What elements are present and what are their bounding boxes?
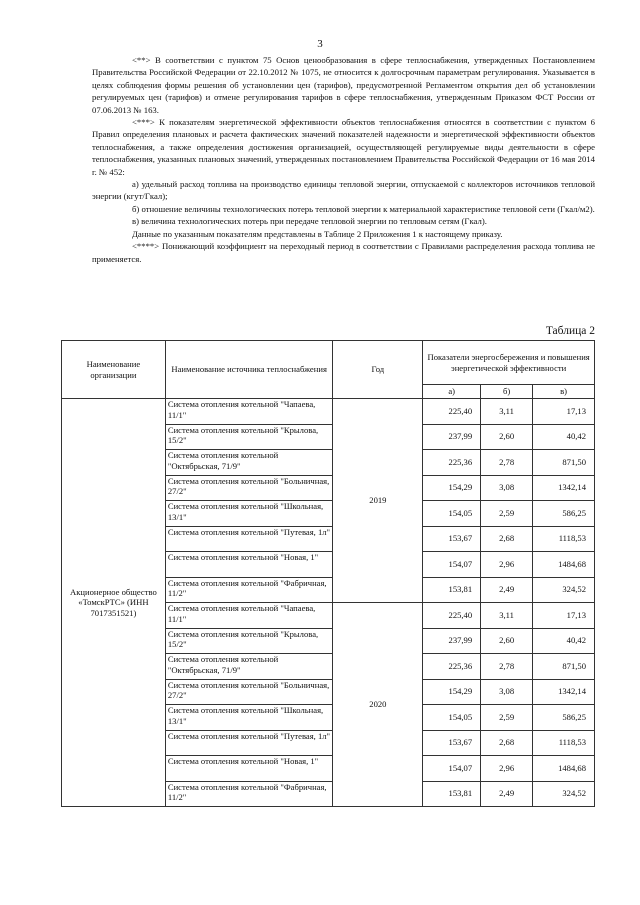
value-a: 237,99 [423, 628, 481, 654]
heat-source-name: Система отопления котельной "Новая, 1" [165, 756, 333, 782]
heat-source-name: Система отопления котельной "Октябрьская, 71/9" [165, 450, 333, 476]
value-c: 1342,14 [533, 475, 595, 501]
note-table-reference: Данные по указанным показателям представлены в Таблице 2 Приложения 1 к настоящему приказу. [132, 228, 503, 239]
value-b: 2,60 [481, 424, 533, 450]
value-a: 154,05 [423, 705, 481, 731]
table-body [62, 399, 595, 807]
value-a: 153,81 [423, 781, 481, 807]
value-a: 225,40 [423, 603, 481, 629]
value-a: 154,29 [423, 475, 481, 501]
value-a: 153,67 [423, 526, 481, 552]
value-c: 40,42 [533, 628, 595, 654]
value-c: 324,52 [533, 577, 595, 603]
heat-source-name: Система отопления котельной "Чапаева, 11/1" [165, 399, 333, 425]
note-item-c: в) величина технологических потерь при передаче тепловой энергии по тепловым сетям (Гкал). [132, 216, 487, 227]
heat-source-name: Система отопления котельной "Школьная, 13/1" [165, 501, 333, 527]
value-c: 586,25 [533, 705, 595, 731]
table-caption: Таблица 2 [545, 325, 595, 337]
heat-source-name: Система отопления котельной "Фабричная, 11/2" [165, 781, 333, 807]
heat-source-name: Система отопления котельной "Новая, 1" [165, 552, 333, 578]
value-a: 154,07 [423, 756, 481, 782]
value-b: 3,11 [481, 399, 533, 425]
heat-source-name: Система отопления котельной "Больничная, 27/2" [165, 679, 333, 705]
heat-source-name: Система отопления котельной "Больничная, 27/2" [165, 475, 333, 501]
value-b: 2,59 [481, 705, 533, 731]
value-b: 2,49 [481, 577, 533, 603]
value-c: 17,13 [533, 399, 595, 425]
value-b: 3,08 [481, 679, 533, 705]
value-a: 154,05 [423, 501, 481, 527]
page-number: 3 [317, 38, 323, 50]
table-row [62, 399, 595, 425]
value-b: 2,60 [481, 628, 533, 654]
value-a: 153,67 [423, 730, 481, 756]
energy-efficiency-table [61, 340, 595, 807]
heat-source-name: Система отопления котельной "Путевая, 1л" [165, 730, 333, 756]
header-organization: Наименование организации [62, 341, 166, 399]
value-b: 3,11 [481, 603, 533, 629]
value-a: 154,07 [423, 552, 481, 578]
value-b: 2,68 [481, 730, 533, 756]
note-item-b: б) отношение величины технологических потерь тепловой энергии к материальной характеристике тепловой сети (Гкал/м2). [132, 203, 595, 214]
value-a: 237,99 [423, 424, 481, 450]
value-b: 3,08 [481, 475, 533, 501]
header-col-a: а) [423, 385, 481, 399]
header-col-b: б) [481, 385, 533, 399]
header-col-c: в) [533, 385, 595, 399]
header-heat-source: Наименование источника теплоснабжения [165, 341, 333, 399]
year-cell: 2020 [333, 603, 423, 807]
value-b: 2,96 [481, 552, 533, 578]
value-b: 2,78 [481, 450, 533, 476]
heat-source-name: Система отопления котельной "Чапаева, 11/1" [165, 603, 333, 629]
header-year: Год [333, 341, 423, 399]
heat-source-name: Система отопления котельной "Крылова, 15/2" [165, 628, 333, 654]
footnotes [92, 54, 595, 265]
value-a: 153,81 [423, 577, 481, 603]
value-c: 871,50 [533, 654, 595, 680]
heat-source-name: Система отопления котельной "Фабричная, 11/2" [165, 577, 333, 603]
value-c: 1342,14 [533, 679, 595, 705]
value-b: 2,96 [481, 756, 533, 782]
organization-name: Акционерное общество «ТомскРТС» (ИНН 7017351521) [62, 399, 166, 807]
value-b: 2,49 [481, 781, 533, 807]
value-a: 225,36 [423, 654, 481, 680]
value-b: 2,59 [481, 501, 533, 527]
note-energy-efficiency: <***> К показателям энергетической эффективности объектов теплоснабжения относятся в соответствии с пунктом 6 Правил определения плановых и расчета фактических значений показателей надежности и энергетической эффективности объектов теплоснабжения, а также определения достижения организацией, осуществляющей регулируемые виды деятельности в сфере теплоснабжения, указанных плановых значений, утвержденных постановлением Правительства Российской Федерации от 16 мая 2014 г. № 452: [92, 117, 595, 177]
note-coefficient: <****> Понижающий коэффициент на переходный период в соответствии с Правилами распределения расхода топлива не применяется. [92, 241, 595, 264]
value-c: 586,25 [533, 501, 595, 527]
value-a: 154,29 [423, 679, 481, 705]
year-cell: 2019 [333, 399, 423, 603]
value-c: 1118,53 [533, 730, 595, 756]
heat-source-name: Система отопления котельной "Крылова, 15/2" [165, 424, 333, 450]
value-c: 40,42 [533, 424, 595, 450]
value-a: 225,40 [423, 399, 481, 425]
value-c: 1118,53 [533, 526, 595, 552]
heat-source-name: Система отопления котельной "Октябрьская, 71/9" [165, 654, 333, 680]
value-c: 1484,68 [533, 756, 595, 782]
value-b: 2,68 [481, 526, 533, 552]
note-tariff-params: <**> В соответствии с пунктом 75 Основ ценообразования в сфере теплоснабжения, утвержденных Постановлением Правительства Российской Федерации от 22.10.2012 № 1075, не относится к долгосрочным параметрам регулирования. Указывается в целях соблюдения формы решения об установлении цен (тарифов), предусмотренной Регламентом открытия дел об установлении регулируемых цен (тарифов) и отмене регулирования тарифов в сфере теплоснабжения, утвержденным Приказом ФСТ России от 07.06.2013 № 163. [92, 55, 595, 115]
value-a: 225,36 [423, 450, 481, 476]
value-c: 324,52 [533, 781, 595, 807]
value-c: 1484,68 [533, 552, 595, 578]
heat-source-name: Система отопления котельной "Путевая, 1л" [165, 526, 333, 552]
value-b: 2,78 [481, 654, 533, 680]
header-indicators: Показатели энергосбережения и повышения энергетической эффективности [423, 341, 595, 385]
heat-source-name: Система отопления котельной "Школьная, 13/1" [165, 705, 333, 731]
value-c: 17,13 [533, 603, 595, 629]
note-item-a: а) удельный расход топлива на производство единицы тепловой энергии, отпускаемой с коллекторов источников тепловой энергии (кгут/Гкал); [92, 179, 595, 202]
value-c: 871,50 [533, 450, 595, 476]
